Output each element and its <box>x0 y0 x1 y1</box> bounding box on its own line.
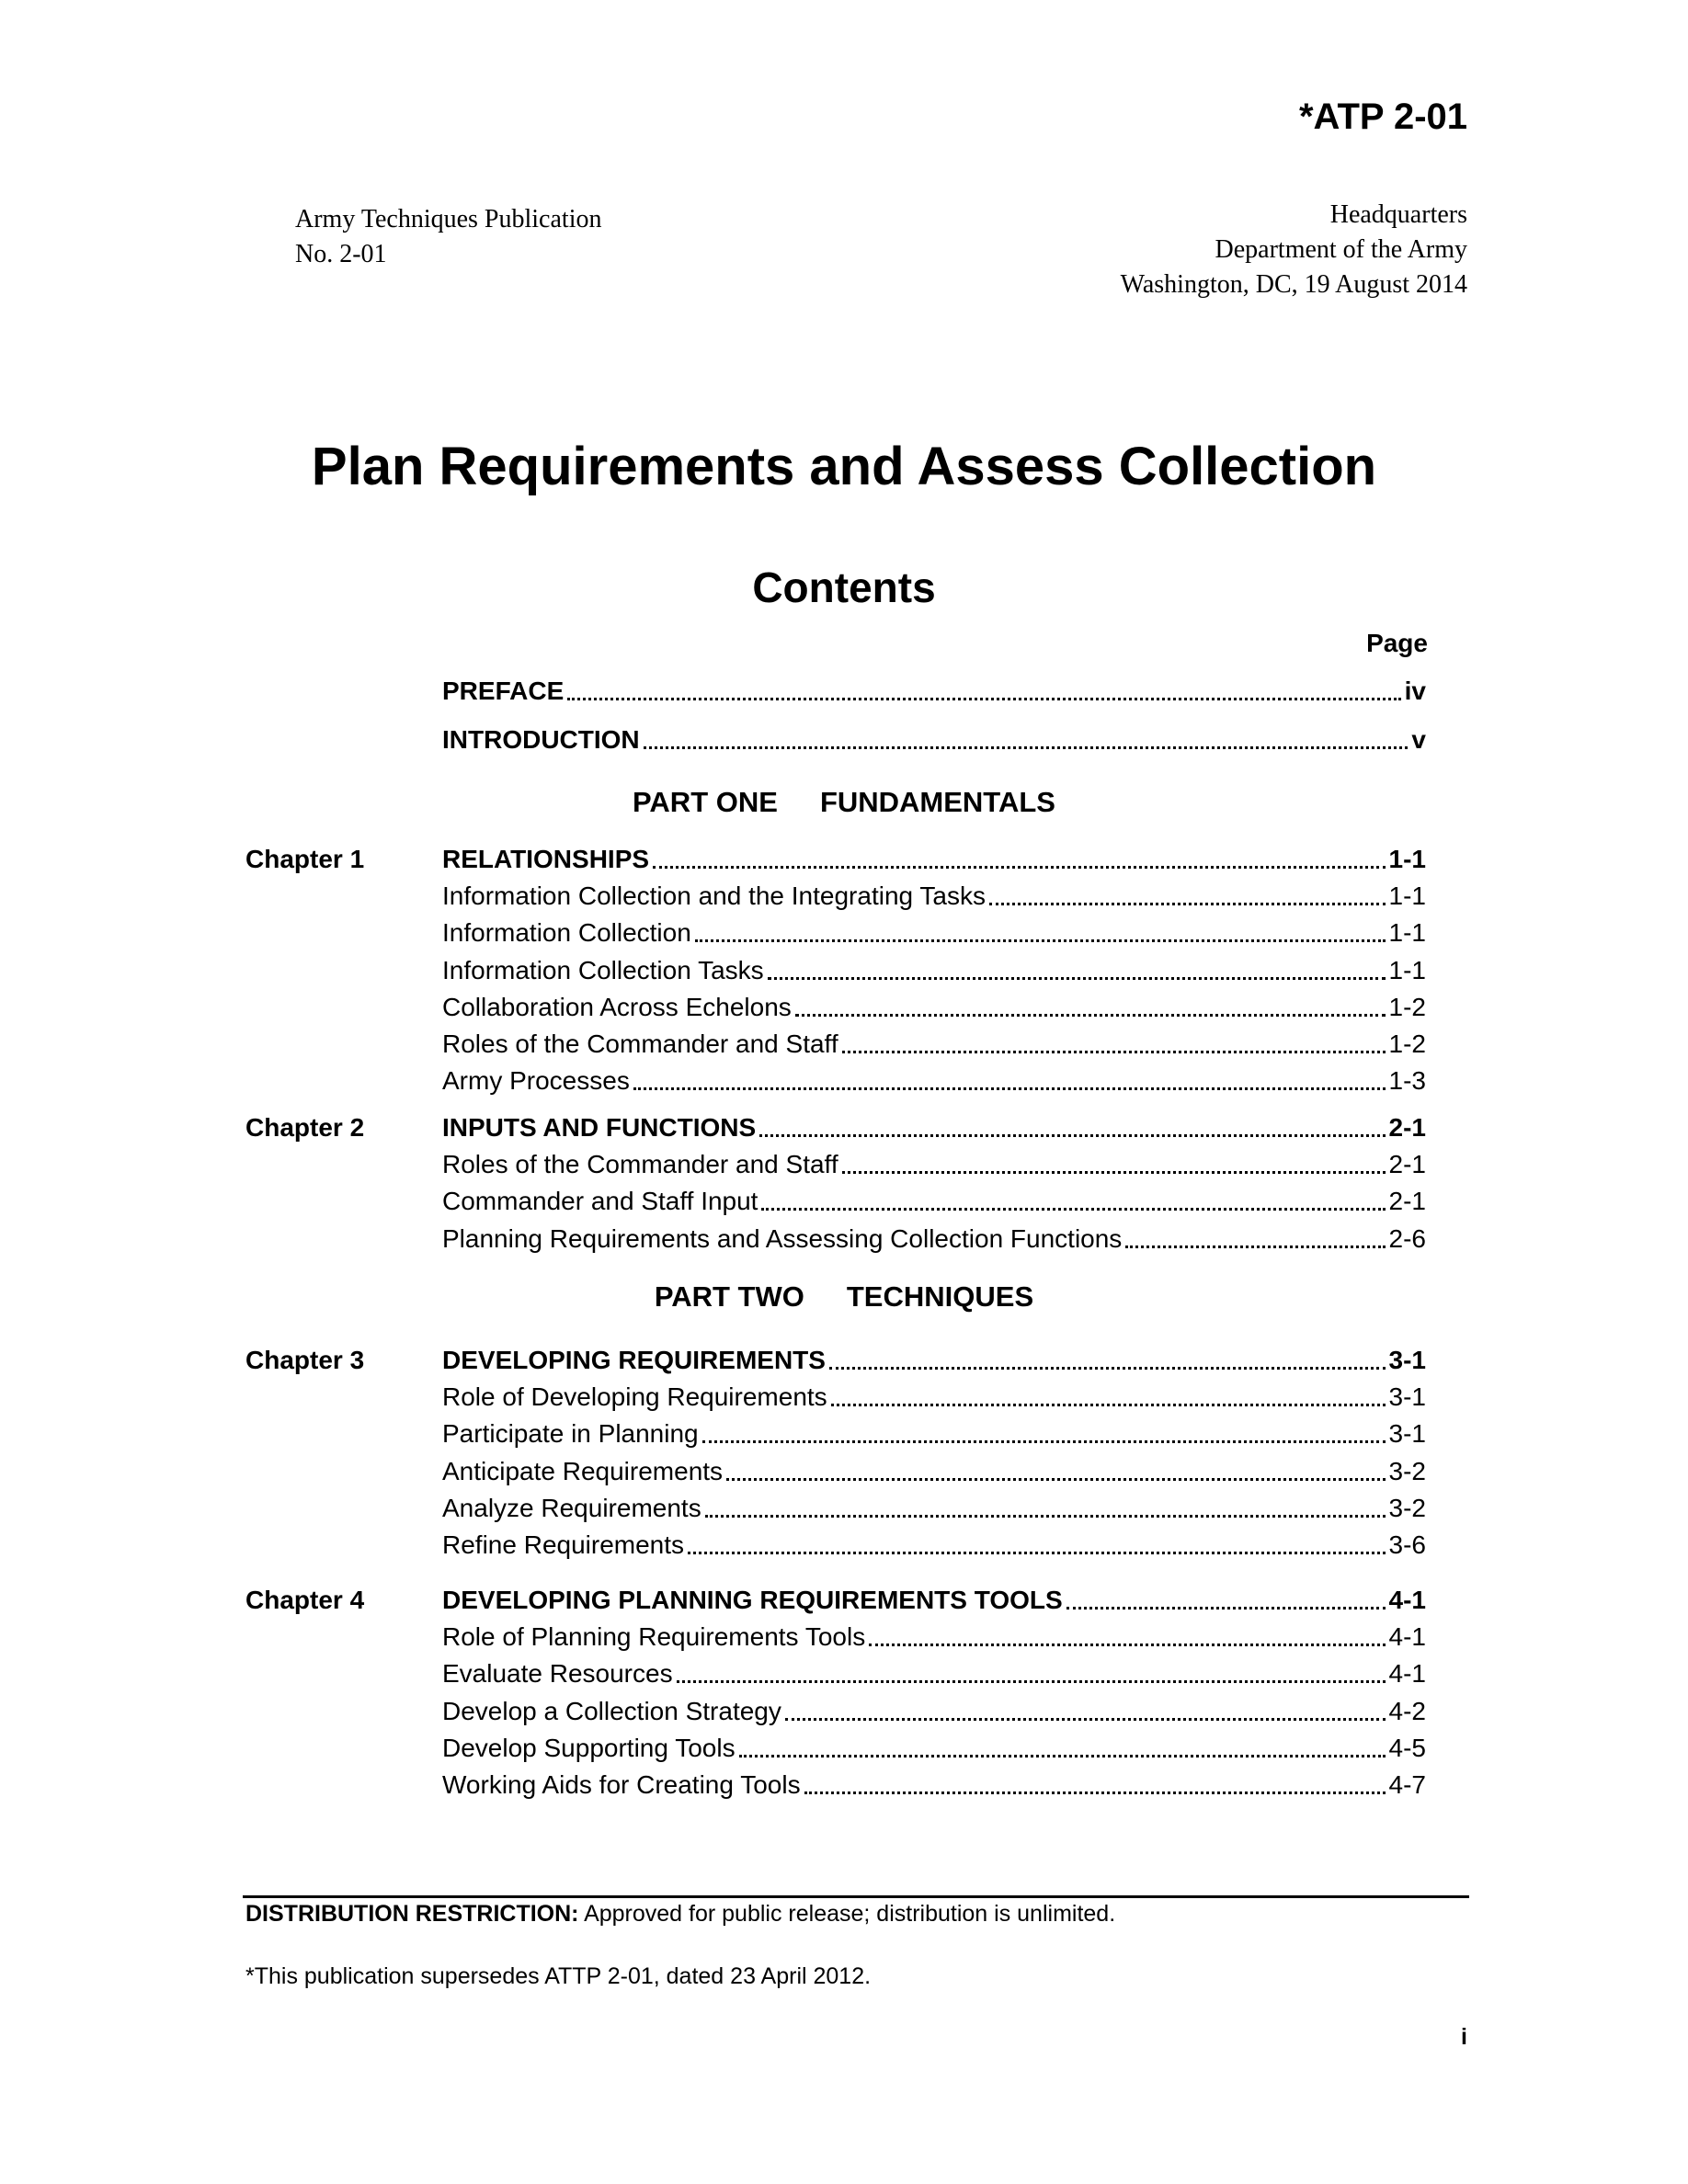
toc-entry-section-title: Roles of the Commander and Staff <box>442 1150 838 1178</box>
toc-entry-front-matter-title: INTRODUCTION <box>442 725 640 754</box>
toc-entry-section[interactable] <box>442 1728 1426 1765</box>
toc-entry-section[interactable] <box>442 1525 1426 1562</box>
distribution-text: Approved for public release; distribution is unlimited. <box>578 1901 1116 1927</box>
toc-entry-section[interactable] <box>442 950 1426 987</box>
dot-leader <box>695 939 1386 942</box>
part-heading <box>0 786 1688 819</box>
dot-leader <box>1125 1246 1385 1248</box>
toc-entry-section[interactable] <box>442 1488 1426 1525</box>
toc-entry-section-title: Information Collection and the Integrating Tasks <box>442 882 986 910</box>
chapter-label: Chapter 1 <box>245 845 365 873</box>
distribution-label: DISTRIBUTION RESTRICTION: <box>245 1901 579 1927</box>
toc-entry-section-title: Analyze Requirements <box>442 1494 701 1522</box>
dot-leader <box>567 698 1400 700</box>
toc-entry-section-page: 2-1 <box>1388 1187 1426 1215</box>
toc-entry-chapter-page: 1-1 <box>1388 845 1426 873</box>
dot-leader <box>759 1134 1385 1137</box>
toc-entry-section-title: Refine Requirements <box>442 1530 685 1559</box>
dot-leader <box>702 1440 1386 1443</box>
toc-entry-chapter-title: RELATIONSHIPS <box>442 845 650 873</box>
toc-entry-section-page: 3-1 <box>1388 1419 1426 1448</box>
toc-entry-section-title: Information Collection Tasks <box>442 956 764 984</box>
dot-leader <box>768 977 1386 980</box>
toc-entry-front-matter[interactable] <box>442 720 1426 756</box>
toc-entry-section-title: Working Aids for Creating Tools <box>442 1770 801 1799</box>
toc-entry-section[interactable] <box>442 1691 1426 1728</box>
part-label: PART ONE <box>633 786 778 818</box>
dot-leader <box>705 1515 1386 1518</box>
dot-leader <box>831 1404 1386 1406</box>
headquarters-line: Headquarters <box>1329 200 1467 229</box>
supersedes-note: *This publication supersedes ATTP 2-01, dated 23 April 2012. <box>245 1963 872 1989</box>
toc-entry-section-page: 3-2 <box>1388 1494 1426 1522</box>
toc-entry-chapter[interactable] <box>442 1340 1426 1377</box>
part-name: TECHNIQUES <box>846 1280 1034 1313</box>
publication-identifier <box>295 202 601 272</box>
dot-leader <box>1066 1607 1386 1610</box>
dot-leader <box>795 1014 1386 1017</box>
toc-entry-section-title: Role of Developing Requirements <box>442 1382 827 1411</box>
issuing-authority <box>1121 198 1467 302</box>
toc-entry-section[interactable] <box>442 1144 1426 1181</box>
dot-leader <box>739 1755 1386 1757</box>
toc-entry-section-title: Develop Supporting Tools <box>442 1734 736 1762</box>
toc-entry-section-page: 2-1 <box>1388 1150 1426 1178</box>
dot-leader <box>804 1792 1386 1794</box>
location-date-line: Washington, DC, 19 August 2014 <box>1120 270 1467 299</box>
toc-entry-section-page: 4-7 <box>1388 1770 1426 1799</box>
toc-entry-section-page: 3-6 <box>1388 1530 1426 1559</box>
toc-entry-section[interactable] <box>442 1219 1426 1256</box>
toc-entry-section-page: 1-2 <box>1388 993 1426 1021</box>
dot-leader <box>633 1087 1386 1090</box>
toc-entry-section-page: 4-5 <box>1388 1734 1426 1762</box>
toc-entry-section-title: Develop a Collection Strategy <box>442 1697 781 1725</box>
toc-entry-section-page: 4-2 <box>1388 1697 1426 1725</box>
chapter-label: Chapter 3 <box>245 1346 365 1374</box>
dot-leader <box>677 1680 1386 1683</box>
distribution-restriction <box>245 1901 1115 1928</box>
toc-entry-section[interactable] <box>442 876 1426 913</box>
department-line: Department of the Army <box>1215 235 1467 264</box>
toc-entry-chapter-title: DEVELOPING REQUIREMENTS <box>442 1346 826 1374</box>
dot-leader <box>653 866 1385 869</box>
dot-leader <box>761 1208 1385 1211</box>
toc-entry-section-title: Anticipate Requirements <box>442 1457 724 1485</box>
toc-entry-front-matter-title: PREFACE <box>442 677 565 705</box>
document-title: Plan Requirements and Assess Collection <box>311 437 1377 496</box>
toc-entry-chapter-page: 3-1 <box>1388 1346 1426 1374</box>
dot-leader <box>989 903 1386 905</box>
toc-entry-section[interactable] <box>442 987 1426 1024</box>
page-number: i <box>1461 2024 1467 2050</box>
footer-divider <box>243 1895 1469 1898</box>
toc-entry-section[interactable] <box>442 1765 1426 1802</box>
toc-entry-section-page: 1-1 <box>1388 956 1426 984</box>
chapter-label: Chapter 2 <box>245 1113 365 1142</box>
toc-entry-front-matter-page: iv <box>1404 677 1426 705</box>
part-label: PART TWO <box>654 1280 804 1313</box>
page-column-label: Page <box>1366 629 1428 657</box>
toc-entry-section[interactable] <box>442 1377 1426 1414</box>
toc-entry-front-matter[interactable] <box>442 671 1426 708</box>
toc-entry-section[interactable] <box>442 1617 1426 1654</box>
toc-entry-section-page: 1-3 <box>1388 1066 1426 1095</box>
part-heading <box>0 1280 1688 1314</box>
toc-entry-section[interactable] <box>442 913 1426 950</box>
publication-code: *ATP 2-01 <box>1298 97 1467 137</box>
dot-leader <box>842 1051 1386 1053</box>
toc-entry-section-page: 1-1 <box>1388 882 1426 910</box>
toc-entry-section-title: Roles of the Commander and Staff <box>442 1029 838 1058</box>
dot-leader <box>829 1367 1386 1370</box>
toc-entry-section-page: 4-1 <box>1388 1622 1426 1651</box>
toc-entry-section[interactable] <box>442 1654 1426 1690</box>
part-name: FUNDAMENTALS <box>819 786 1055 818</box>
toc-entry-section-page: 3-1 <box>1388 1382 1426 1411</box>
toc-entry-section-title: Collaboration Across Echelons <box>442 993 792 1021</box>
toc-entry-chapter[interactable] <box>442 839 1426 876</box>
contents-heading: Contents <box>752 563 936 611</box>
toc-entry-section[interactable] <box>442 1061 1426 1098</box>
toc-entry-section-page: 1-2 <box>1388 1029 1426 1058</box>
toc-entry-chapter-page: 4-1 <box>1388 1586 1426 1614</box>
toc-entry-section-title: Planning Requirements and Assessing Collection Functions <box>442 1224 1123 1253</box>
dot-leader <box>869 1644 1385 1646</box>
toc-entry-front-matter-page: v <box>1411 725 1426 754</box>
dot-leader <box>842 1171 1386 1174</box>
toc-entry-section-page: 1-1 <box>1388 918 1426 947</box>
toc-entry-section[interactable] <box>442 1181 1426 1218</box>
toc-entry-chapter-title: INPUTS AND FUNCTIONS <box>442 1113 757 1142</box>
dot-leader <box>785 1718 1386 1721</box>
toc-entry-section-title: Role of Planning Requirements Tools <box>442 1622 866 1651</box>
toc-entry-section-title: Participate in Planning <box>442 1419 699 1448</box>
toc-entry-section-page: 2-6 <box>1388 1224 1426 1253</box>
chapter-label: Chapter 4 <box>245 1586 365 1614</box>
dot-leader <box>688 1552 1386 1554</box>
toc-entry-section[interactable] <box>442 1024 1426 1061</box>
toc-entry-section-title: Evaluate Resources <box>442 1659 673 1688</box>
toc-entry-section-title: Army Processes <box>442 1066 630 1095</box>
publication-type: Army Techniques Publication <box>295 205 602 233</box>
publication-number: No. 2-01 <box>295 240 387 268</box>
toc-entry-chapter[interactable] <box>442 1108 1426 1144</box>
toc-entry-section[interactable] <box>442 1414 1426 1450</box>
toc-entry-chapter-title: DEVELOPING PLANNING REQUIREMENTS TOOLS <box>442 1586 1063 1614</box>
toc-entry-chapter[interactable] <box>442 1580 1426 1617</box>
dot-leader <box>726 1478 1385 1481</box>
toc-entry-chapter-page: 2-1 <box>1388 1113 1426 1142</box>
toc-entry-section-page: 3-2 <box>1388 1457 1426 1485</box>
dot-leader <box>644 746 1409 749</box>
toc-entry-section-title: Information Collection <box>442 918 691 947</box>
toc-entry-section-title: Commander and Staff Input <box>442 1187 758 1215</box>
toc-entry-section[interactable] <box>442 1451 1426 1488</box>
toc-entry-section-page: 4-1 <box>1388 1659 1426 1688</box>
